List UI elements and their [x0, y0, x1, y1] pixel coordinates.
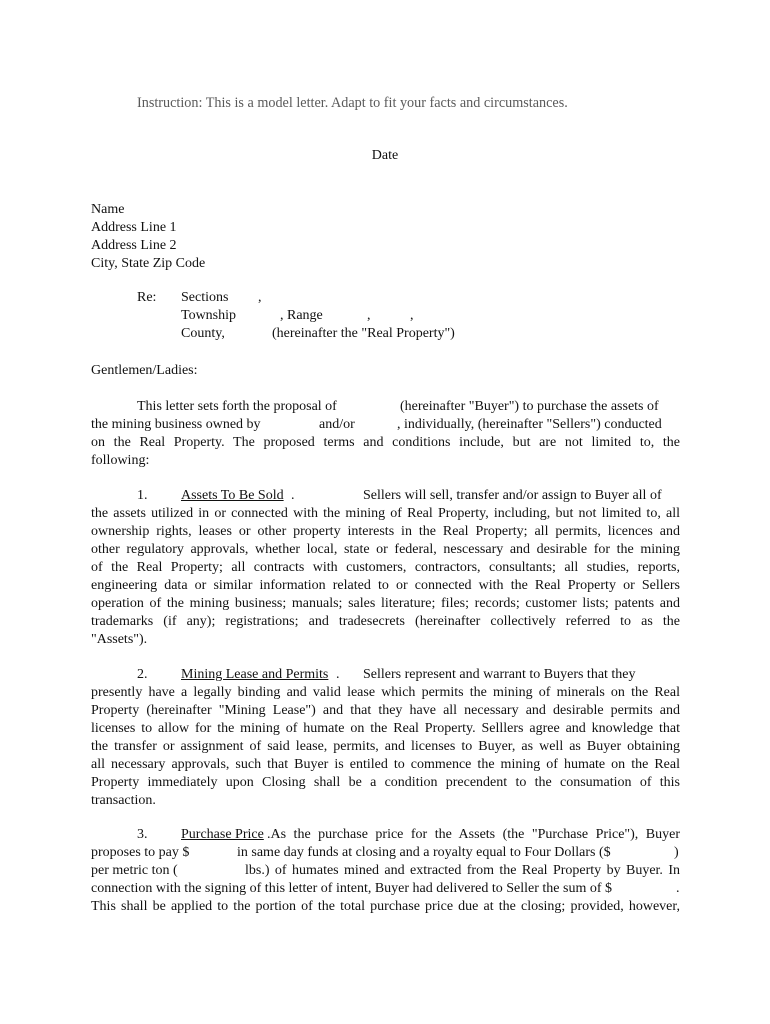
item3-line	[91, 862, 680, 880]
item2-line: transaction.	[91, 793, 156, 808]
item3-line	[91, 880, 680, 898]
item2-line: presently have a legally binding and valid lease which permits the mining of minerals on the Real	[91, 685, 680, 700]
item1-first-line	[91, 487, 680, 505]
item1-heading: Assets To Be Sold	[181, 488, 284, 503]
item3-text: in same day funds at closing and a royalty equal to Four Dollars ($	[237, 845, 611, 860]
intro-text: the mining business owned by	[91, 417, 261, 432]
item1-first-text: Sellers will sell, transfer and/or assign to Buyer all of	[363, 488, 662, 503]
re-sections: Sections	[181, 290, 229, 305]
item3-text: )	[674, 845, 679, 860]
item2-first-text: Sellers represent and warrant to Buyers that they	[363, 667, 636, 682]
item3-first-text: .As the purchase price for the Assets (the "Purchase Price"), Buyer	[267, 827, 680, 842]
item1-line: trademarks (if any); registrations; and tradesecrets (hereinafter collectively referred to as the	[91, 614, 680, 629]
recipient-name: Name	[91, 202, 125, 217]
letter-date: Date	[371, 148, 399, 163]
item2-heading: Mining Lease and Permits	[181, 667, 329, 682]
re-township: Township	[181, 308, 237, 323]
item1-line: "Assets").	[91, 632, 148, 647]
item-mining-lease-and-permits	[91, 666, 680, 810]
re-range: , Range	[280, 308, 323, 323]
item-purchase-price	[91, 826, 680, 916]
re-range-comma-2: ,	[410, 308, 414, 323]
item3-text: per metric ton (	[91, 863, 178, 878]
item2-line: licenses to allow for the mining of humate on the Real Property. Selllers agree and knowledge that	[91, 721, 680, 736]
item3-text: lbs.) of humates mined and extracted from the Real Property by Buyer. In	[245, 863, 680, 878]
intro-line: following:	[91, 453, 150, 468]
item2-line: Property immediately upon Closing shall be a condition precendent to the consumation of this	[91, 775, 680, 790]
item1-number: 1.	[137, 488, 148, 503]
intro-text: (hereinafter "Buyer") to purchase the assets of	[400, 399, 659, 414]
intro-line	[91, 398, 680, 416]
item1-line: engineering data or similar information related to or connected with the Real Property or Sellers	[91, 578, 680, 593]
item2-line: all necessary approvals, such that Buyer is entiled to commence the mining of humate on the Real	[91, 757, 680, 772]
re-range-comma-1: ,	[367, 308, 371, 323]
item2-heading-period: .	[336, 667, 340, 682]
intro-line	[91, 416, 680, 434]
item1-line: the assets utilized in or connected with the mining of Real Property, including, but not limited to, all	[91, 506, 680, 521]
address-city-state-zip: City, State Zip Code	[91, 256, 206, 271]
intro-text: This letter sets forth the proposal of	[137, 399, 337, 414]
item3-line	[91, 844, 680, 862]
intro-line: on the Real Property. The proposed terms and conditions include, but are not limited to, the	[91, 435, 680, 450]
re-label: Re:	[137, 290, 157, 305]
instruction-note: Instruction: This is a model letter. Adapt to fit your facts and circumstances.	[137, 95, 568, 111]
item1-heading-period: .	[291, 488, 295, 503]
item3-heading: Purchase Price	[181, 827, 264, 842]
item3-text: connection with the signing of this letter of intent, Buyer had delivered to Seller the sum of $	[91, 881, 612, 896]
salutation: Gentlemen/Ladies:	[91, 363, 198, 378]
item2-first-line	[91, 666, 680, 684]
item3-text: .	[676, 881, 680, 896]
item-assets-to-be-sold	[91, 487, 680, 649]
item1-line: ownership rights, leases or other property interests in the Real Property; all permits, licences and	[91, 524, 680, 539]
item2-line: Property (hereinafter "Mining Lease") and that they have all necessary and desirable permits and	[91, 703, 680, 718]
intro-text: , individually, (hereinafter "Sellers") conducted	[397, 417, 662, 432]
intro-text: and/or	[319, 417, 355, 432]
re-sections-comma: ,	[258, 290, 262, 305]
item1-line: operation of the mining business; manuals; sales literature; files; records; customer lists; patents and	[91, 596, 680, 611]
item2-line: the transfer or assignment of said lease, permits, and licenses to Buyer, as well as Buyer obtaining	[91, 739, 680, 754]
item3-first-line	[91, 826, 680, 844]
intro-paragraph	[91, 398, 680, 470]
item1-line: other regulatory approvals, whether local, state or federal, nescessary and desirable for the mining	[91, 542, 680, 557]
re-county: County,	[181, 326, 225, 341]
item3-text: proposes to pay $	[91, 845, 190, 860]
item3-line: This shall be applied to the portion of the total purchase price due at the closing; provided, however,	[91, 899, 680, 914]
re-hereinafter: (hereinafter the "Real Property")	[272, 326, 455, 341]
address-line-1: Address Line 1	[91, 220, 177, 235]
item3-number: 3.	[137, 827, 148, 842]
item1-line: of the Real Property; all contracts with customers, contractors, consultants; all studies, reports,	[91, 560, 680, 575]
address-line-2: Address Line 2	[91, 238, 177, 253]
item2-number: 2.	[137, 667, 148, 682]
recipient-address	[91, 201, 205, 273]
